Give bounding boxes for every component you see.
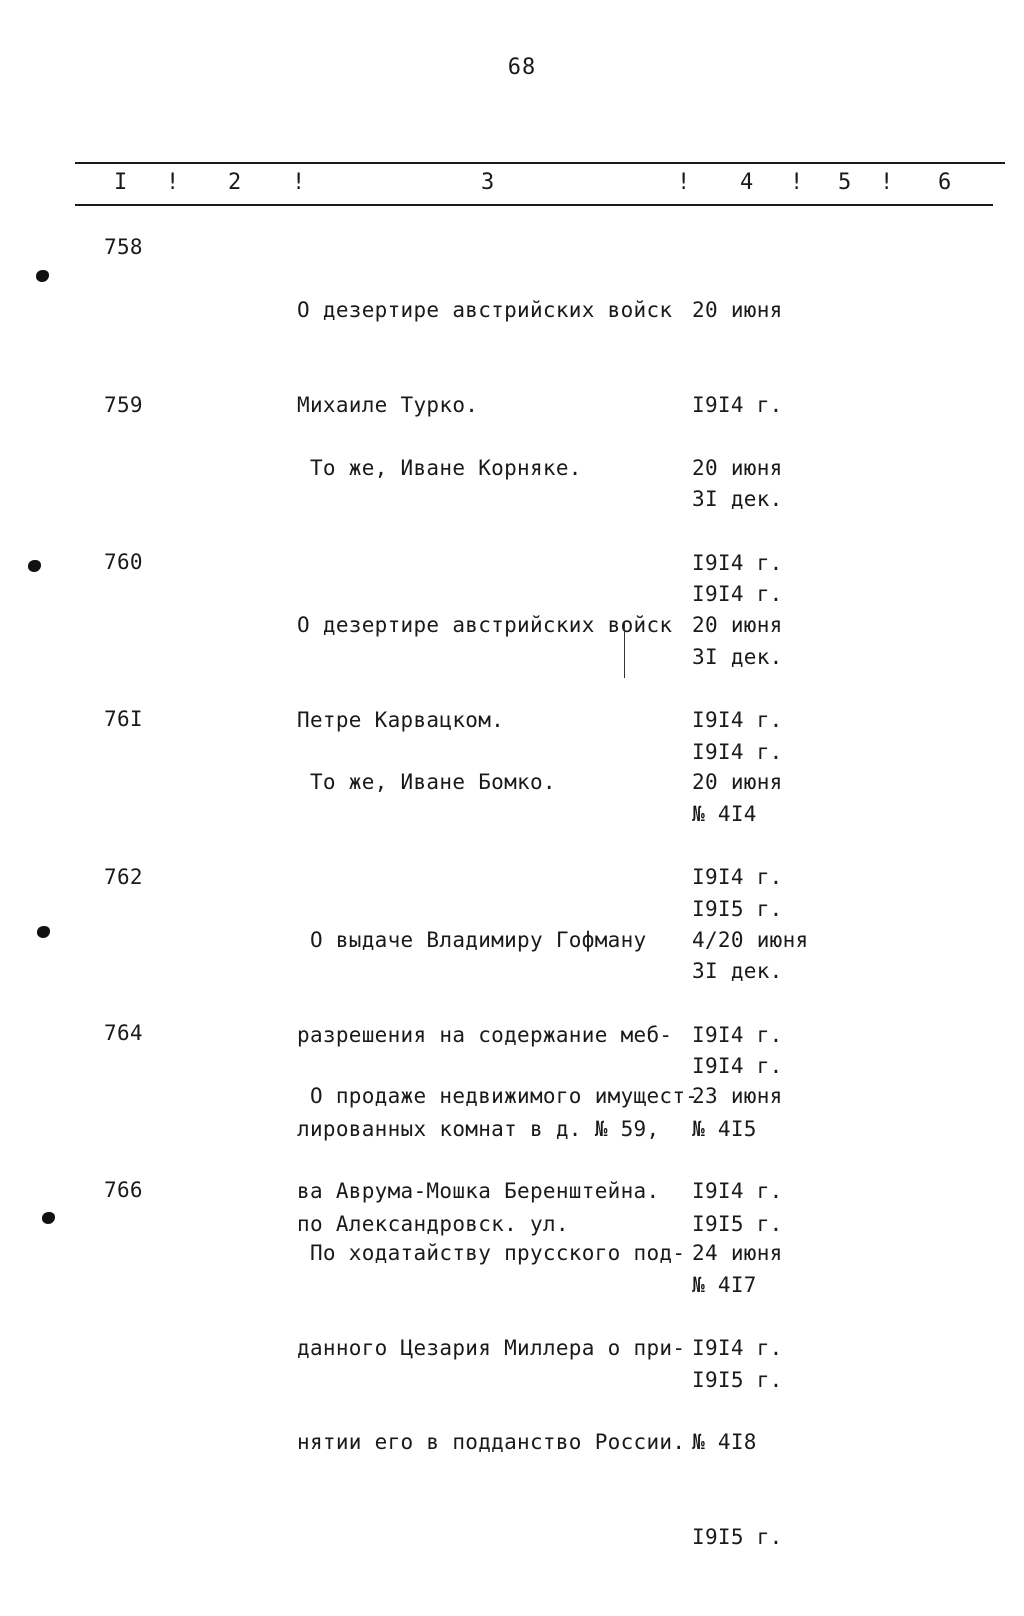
- date-line: I9I5 г.: [692, 896, 783, 921]
- date-line: № 4I8: [692, 1430, 757, 1454]
- date-line: № 4I4: [692, 802, 757, 826]
- description-line: О выдаче Владимиру Гофману: [297, 928, 647, 952]
- description-line: Петре Карвацком.: [297, 707, 505, 732]
- date-line: 23 июня: [692, 1084, 783, 1108]
- date-line: I9I5 г.: [692, 1211, 783, 1236]
- date-line: 20 июня: [692, 770, 783, 794]
- column-separator: !: [880, 170, 894, 195]
- description-line: лированных комнат в д. № 59,: [297, 1117, 660, 1141]
- date-line: 3I дек.: [692, 645, 783, 669]
- date-line: I9I4 г.: [692, 1022, 783, 1047]
- record-description: [297, 1175, 692, 1522]
- description-line: О продаже недвижимого имущест-: [297, 1084, 699, 1108]
- description-line: По ходатайству прусского под-: [297, 1241, 686, 1265]
- description-line: нятии его в подданство России.: [297, 1430, 686, 1454]
- description-line: Михаиле Турко.: [297, 392, 479, 417]
- record-number: 76I: [104, 707, 143, 731]
- date-line: 20 июня: [692, 456, 783, 480]
- pencil-mark: [624, 622, 625, 678]
- description-line: данного Цезария Миллера о при-: [297, 1335, 686, 1360]
- column-header-1: I: [114, 170, 128, 195]
- date-line: 3I дек.: [692, 487, 783, 511]
- description-line: О дезертире австрийских войск: [297, 613, 673, 637]
- record-number: 764: [104, 1021, 143, 1045]
- date-line: I9I4 г.: [692, 1178, 783, 1203]
- date-line: I9I4 г.: [692, 1053, 783, 1078]
- date-line: 20 июня: [692, 298, 783, 322]
- date-line: I9I4 г.: [692, 739, 783, 764]
- date-line: I9I5 г.: [692, 1367, 783, 1392]
- date-line: I9I4 г.: [692, 581, 783, 606]
- record-number: 766: [104, 1178, 143, 1202]
- date-line: I9I4 г.: [692, 707, 783, 732]
- record-number: 760: [104, 550, 143, 574]
- record-number: 759: [104, 393, 143, 417]
- column-header-6: 6: [938, 170, 952, 195]
- record-number: 758: [104, 235, 143, 259]
- description-line: То же, Иване Корняке.: [297, 456, 582, 480]
- description-line: ва Аврума-Мошка Беренштейна.: [297, 1178, 660, 1203]
- table-rule-bottom: [75, 204, 993, 206]
- punch-hole-mark: [36, 270, 49, 282]
- date-line: 24 июня: [692, 1241, 783, 1265]
- record-description: [297, 390, 692, 548]
- column-separator: !: [790, 170, 804, 195]
- date-line: I9I4 г.: [692, 1335, 783, 1360]
- punch-hole-mark: [42, 1212, 55, 1224]
- column-header-5: 5: [838, 170, 852, 195]
- description-line: О дезертире австрийских войск: [297, 298, 673, 322]
- column-header-2: 2: [228, 170, 242, 195]
- description-line: То же, Иване Бомко.: [297, 770, 556, 794]
- date-line: I9I5 г.: [692, 1524, 783, 1549]
- punch-hole-mark: [37, 926, 50, 938]
- date-line: I9I4 г.: [692, 392, 783, 417]
- table-rule-top: [75, 162, 1005, 164]
- column-header-3: 3: [481, 170, 495, 195]
- column-separator: !: [166, 170, 180, 195]
- record-description: [297, 704, 692, 862]
- punch-hole-mark: [28, 560, 41, 572]
- date-line: 3I дек.: [692, 959, 783, 983]
- date-line: I9I4 г.: [692, 550, 783, 575]
- date-line: I9I4 г.: [692, 864, 783, 889]
- date-line: № 4I7: [692, 1273, 757, 1297]
- page-number: 68: [507, 55, 537, 80]
- column-header-4: 4: [740, 170, 754, 195]
- description-line: по Александровск. ул.: [297, 1211, 569, 1236]
- date-line: № 4I5: [692, 1117, 757, 1141]
- column-separator: !: [292, 170, 306, 195]
- date-line: 4/20 июня: [692, 928, 809, 952]
- date-line: 20 июня: [692, 613, 783, 637]
- record-dates: [692, 1175, 832, 1616]
- column-separator: !: [677, 170, 691, 195]
- description-line: разрешения на содержание меб-: [297, 1022, 673, 1047]
- record-number: 762: [104, 865, 143, 889]
